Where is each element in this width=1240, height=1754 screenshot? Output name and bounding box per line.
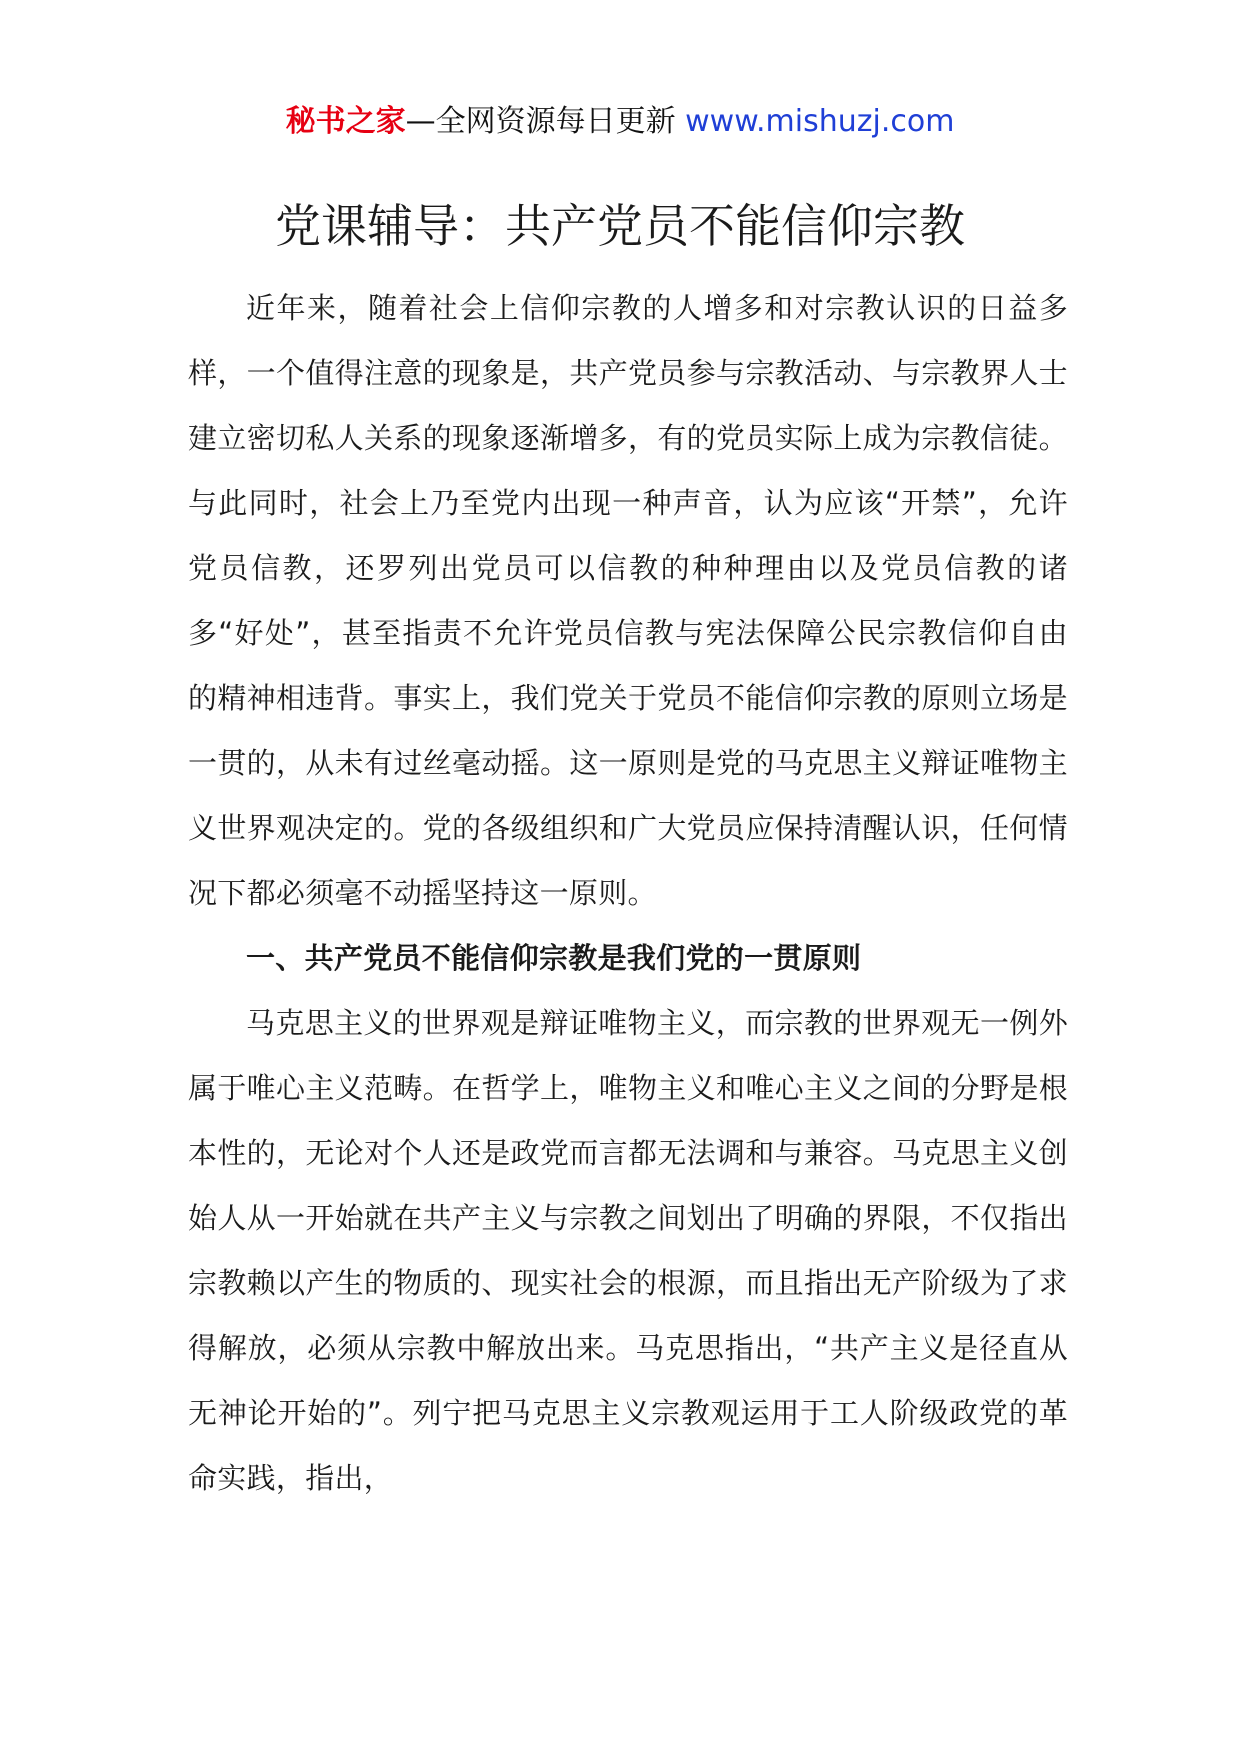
document-body bbox=[188, 276, 1068, 1511]
site-slogan: —全网资源每日更新 bbox=[405, 104, 676, 139]
section-paragraph: 马克思主义的世界观是辩证唯物主义，而宗教的世界观无一例外属于唯心主义范畴。在哲学上，唯物主义和唯心主义之间的分野是根本性的，无论对个人还是政党而言都无法调和与兼容。马克思主义创始人从一开始就在共产主义与宗教之间划出了明确的界限，不仅指出宗教赖以产生的物质的、现实社会的根源，而且指出无产阶级为了求得解放，必须从宗教中解放出来。马克思指出，“共产主义是径直从无神论开始的”。列宁把马克思主义宗教观运用于工人阶级政党的革命实践，指出， bbox=[188, 1006, 1068, 1495]
site-url-link[interactable]: www.mishuzj.com bbox=[685, 104, 955, 139]
site-name: 秘书之家 bbox=[285, 104, 406, 139]
document-title: 党课辅导：共产党员不能信仰宗教 bbox=[275, 199, 965, 253]
section-heading: 一、共产党员不能信仰宗教是我们党的一贯原则 bbox=[246, 941, 862, 975]
site-header bbox=[0, 100, 1240, 144]
intro-paragraph: 近年来，随着社会上信仰宗教的人增多和对宗教认识的日益多样，一个值得注意的现象是，共产党员参与宗教活动、与宗教界人士建立密切私人关系的现象逐渐增多，有的党员实际上成为宗教信徒。与此同时，社会上乃至党内出现一种声音，认为应该“开禁”，允许党员信教，还罗列出党员可以信教的种种理由以及党员信教的诸多“好处”，甚至指责不允许党员信教与宪法保障公民宗教信仰自由的精神相违背。事实上，我们党关于党员不能信仰宗教的原则立场是一贯的，从未有过丝毫动摇。这一原则是党的马克思主义辩证唯物主义世界观决定的。党的各级组织和广大党员应保持清醒认识，任何情况下都必须毫不动摇坚持这一原则。 bbox=[188, 291, 1068, 910]
